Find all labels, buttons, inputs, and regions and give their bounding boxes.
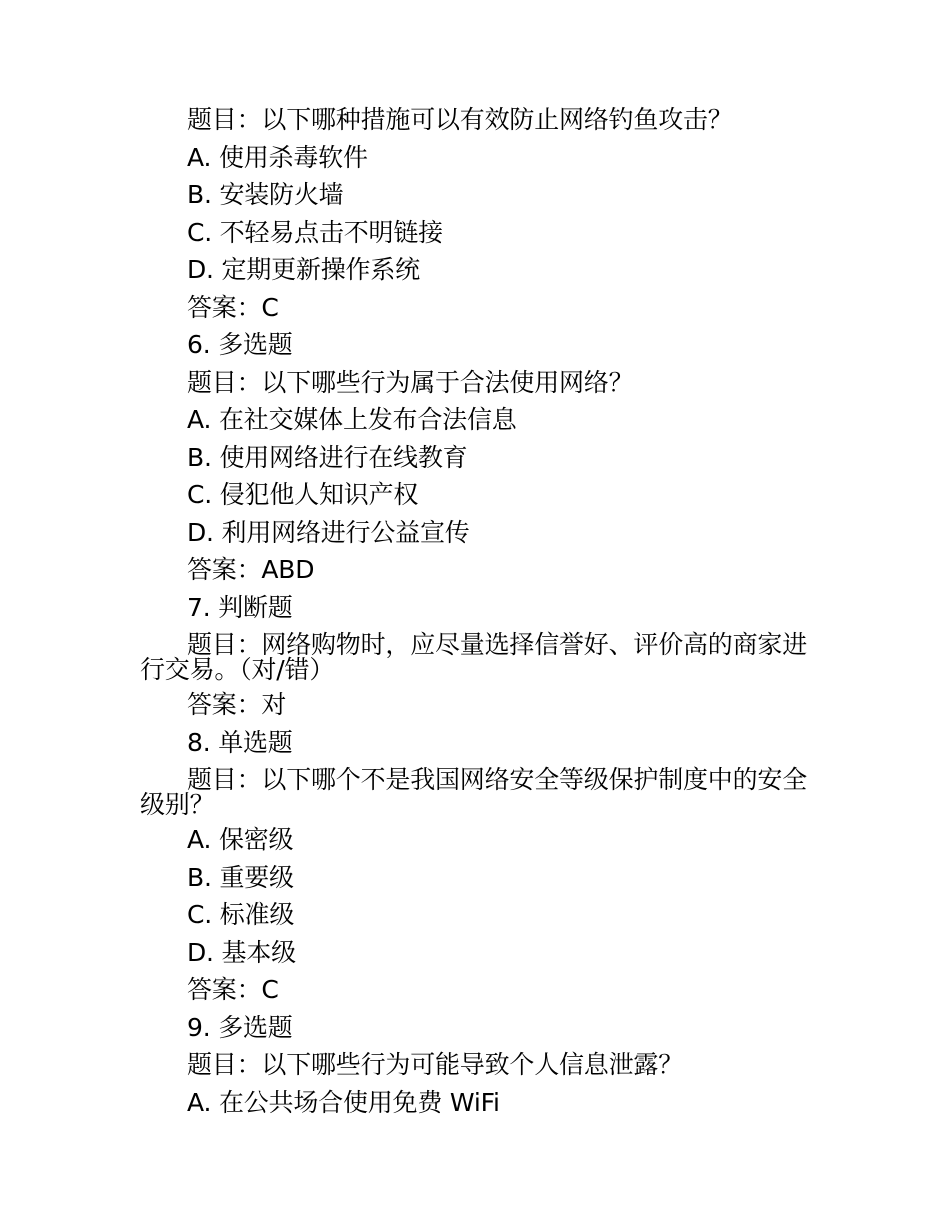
document-body bbox=[140, 101, 820, 1121]
question-5-stem: 题目：以下哪种措施可以有效防止网络钓鱼攻击？ bbox=[187, 105, 733, 134]
question-8-option-a: A. 保密级 bbox=[187, 825, 294, 854]
question-9-heading: 9. 多选题 bbox=[187, 1012, 293, 1042]
question-6-heading: 6. 多选题 bbox=[187, 330, 293, 359]
question-8-answer: 答案：C bbox=[187, 975, 279, 1004]
question-6-answer: 答案：ABD bbox=[187, 555, 315, 584]
question-6-option-d: D. 利用网络进行公益宣传 bbox=[187, 517, 470, 547]
question-8-option-b: B. 重要级 bbox=[187, 862, 294, 892]
question-7-stem: 题目：网络购物时，应尽量选择信誉好、评价高的商家进行交易。（对/错） bbox=[140, 630, 808, 684]
question-5-option-c: C. 不轻易点击不明链接 bbox=[187, 217, 443, 247]
question-8-heading: 8. 单选题 bbox=[187, 727, 293, 757]
question-6-option-b: B. 使用网络进行在线教育 bbox=[187, 442, 468, 472]
question-8-option-c: C. 标准级 bbox=[187, 900, 295, 929]
question-6-option-a: A. 在社交媒体上发布合法信息 bbox=[187, 405, 517, 434]
question-8-option-d: D. 基本级 bbox=[187, 937, 296, 967]
question-5-option-d: D. 定期更新操作系统 bbox=[187, 255, 420, 284]
question-7-answer: 答案：对 bbox=[187, 690, 287, 719]
question-5-option-b: B. 安装防火墙 bbox=[187, 180, 344, 209]
question-7-heading: 7. 判断题 bbox=[187, 592, 293, 622]
question-6-stem: 题目：以下哪些行为属于合法使用网络？ bbox=[187, 367, 634, 397]
question-6-option-c: C. 侵犯他人知识产权 bbox=[187, 480, 419, 509]
question-5-answer: 答案：C bbox=[187, 292, 279, 322]
question-5-option-a: A. 使用杀毒软件 bbox=[187, 142, 368, 172]
question-9-stem: 题目：以下哪些行为可能导致个人信息泄露？ bbox=[187, 1050, 684, 1079]
question-9-option-a: A. 在公共场合使用免费 WiFi bbox=[187, 1087, 500, 1117]
question-8-stem: 题目：以下哪个不是我国网络安全等级保护制度中的安全级别？ bbox=[140, 765, 808, 819]
